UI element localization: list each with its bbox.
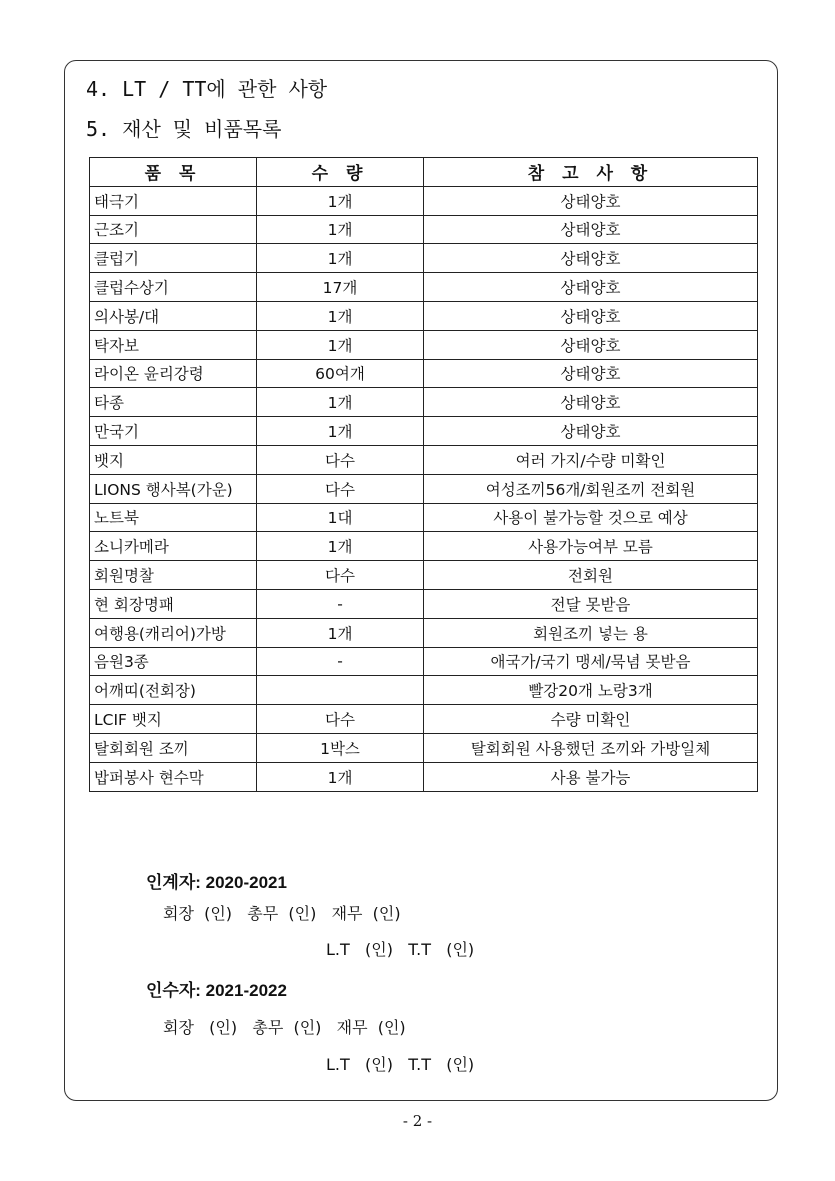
table-row [90,330,758,359]
table-row [90,589,758,618]
cell-notes: 상태양호 [424,244,758,273]
table-row [90,244,758,273]
cell-notes: 여러 가지/수량 미확인 [424,445,758,474]
cell-item: 노트북 [90,503,257,532]
table-row [90,705,758,734]
header-notes: 참 고 사 항 [424,158,758,187]
table-row [90,733,758,762]
cell-notes: 상태양호 [424,417,758,446]
handover-signatures-1: 회장 (인) 총무 (인) 재무 (인) [163,904,401,923]
cell-notes: 사용가능여부 모름 [424,532,758,561]
cell-quantity: 17개 [257,273,424,302]
table-row [90,503,758,532]
table-header-row [90,158,758,187]
cell-quantity: 다수 [257,474,424,503]
section-heading-inventory: 5. 재산 및 비품목록 [86,117,282,141]
cell-item: 타종 [90,388,257,417]
cell-notes: 빨강20개 노랑3개 [424,676,758,705]
cell-item: 클럽수상기 [90,273,257,302]
cell-item: LCIF 뱃지 [90,705,257,734]
cell-notes: 상태양호 [424,388,758,417]
cell-quantity: 1박스 [257,733,424,762]
cell-notes: 상태양호 [424,273,758,302]
cell-item: 의사봉/대 [90,301,257,330]
cell-item: 태극기 [90,186,257,215]
cell-notes: 상태양호 [424,330,758,359]
cell-quantity: 1개 [257,417,424,446]
table-row [90,762,758,791]
cell-quantity: 1개 [257,618,424,647]
cell-item: 밥퍼봉사 현수막 [90,762,257,791]
cell-item: 여행용(캐리어)가방 [90,618,257,647]
table-row [90,445,758,474]
cell-notes: 상태양호 [424,359,758,388]
cell-item: 어깨띠(전회장) [90,676,257,705]
table-row [90,618,758,647]
cell-quantity: 1개 [257,762,424,791]
cell-item: 라이온 윤리강령 [90,359,257,388]
cell-item: 탈회회원 조끼 [90,733,257,762]
table-row [90,186,758,215]
cell-quantity: 다수 [257,705,424,734]
takeover-signatures-1: 회장 (인) 총무 (인) 재무 (인) [163,1018,406,1037]
cell-item: 음원3종 [90,647,257,676]
table-row [90,417,758,446]
table-row [90,301,758,330]
table-row [90,532,758,561]
cell-notes: 상태양호 [424,301,758,330]
cell-item: 클럽기 [90,244,257,273]
table-row [90,273,758,302]
cell-item: 현 회장명패 [90,589,257,618]
cell-item: 근조기 [90,215,257,244]
cell-quantity: 1대 [257,503,424,532]
cell-quantity: 1개 [257,244,424,273]
cell-item: 탁자보 [90,330,257,359]
cell-notes: 상태양호 [424,215,758,244]
section-heading-lt-tt: 4. LT / TT에 관한 사항 [86,77,328,101]
cell-quantity: 1개 [257,330,424,359]
cell-quantity: 다수 [257,561,424,590]
cell-item: 만국기 [90,417,257,446]
cell-notes: 여성조끼56개/회원조끼 전회원 [424,474,758,503]
takeover-signatures-2: L.T (인) T.T (인) [326,1055,475,1074]
cell-notes: 전회원 [424,561,758,590]
cell-quantity: 1개 [257,301,424,330]
cell-notes: 사용이 불가능할 것으로 예상 [424,503,758,532]
handover-title: 인계자: 2020-2021 [146,873,287,892]
handover-signatures-2: L.T (인) T.T (인) [326,940,475,959]
table-row [90,561,758,590]
cell-notes: 사용 불가능 [424,762,758,791]
cell-quantity: - [257,589,424,618]
cell-item: 뱃지 [90,445,257,474]
cell-notes: 상태양호 [424,186,758,215]
cell-notes: 수량 미확인 [424,705,758,734]
cell-quantity: 1개 [257,215,424,244]
cell-quantity: 1개 [257,532,424,561]
cell-notes: 회원조끼 넣는 용 [424,618,758,647]
header-quantity: 수 량 [257,158,424,187]
cell-quantity: 다수 [257,445,424,474]
cell-quantity: - [257,647,424,676]
header-item: 품 목 [90,158,257,187]
cell-quantity [257,676,424,705]
table-row [90,359,758,388]
page-number: - 2 - [402,1112,433,1130]
table-row [90,388,758,417]
cell-quantity: 1개 [257,388,424,417]
takeover-title: 인수자: 2021-2022 [146,981,287,1000]
table-row [90,215,758,244]
table-row [90,647,758,676]
table-row [90,676,758,705]
cell-item: LIONS 행사복(가운) [90,474,257,503]
cell-notes: 애국가/국기 맹세/묵념 못받음 [424,647,758,676]
cell-quantity: 1개 [257,186,424,215]
cell-item: 소니카메라 [90,532,257,561]
cell-item: 회원명찰 [90,561,257,590]
cell-notes: 전달 못받음 [424,589,758,618]
table-row [90,474,758,503]
cell-notes: 탈회회원 사용했던 조끼와 가방일체 [424,733,758,762]
inventory-table [89,157,758,792]
cell-quantity: 60여개 [257,359,424,388]
